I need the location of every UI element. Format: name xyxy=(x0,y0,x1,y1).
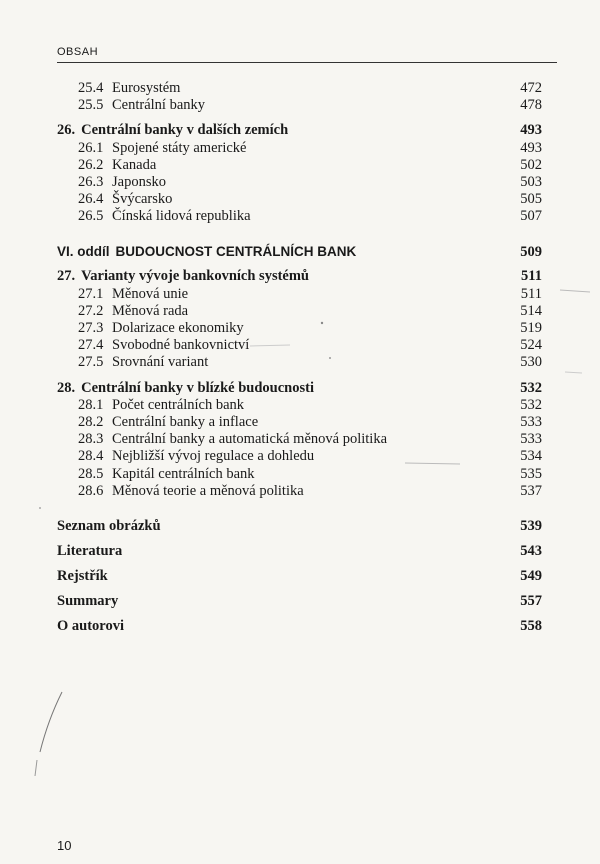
backmatter-title: Seznam obrázků xyxy=(57,518,161,534)
margin-mark xyxy=(560,290,590,292)
entry-number: 28.3 xyxy=(78,431,104,447)
part-title: BUDOUCNOST CENTRÁLNÍCH BANK xyxy=(115,244,357,259)
entry-number: 26.1 xyxy=(78,140,104,156)
entry-title: Srovnání variant xyxy=(112,354,209,370)
entry-number: 27.1 xyxy=(78,286,104,302)
backmatter-page: 539 xyxy=(520,518,542,534)
entry-number: 27.4 xyxy=(78,337,104,353)
chapter-title: Varianty vývoje bankovních systémů xyxy=(81,268,309,284)
backmatter-page: 549 xyxy=(520,568,542,584)
entry-number: 26.2 xyxy=(78,157,104,173)
chapter-page: 532 xyxy=(520,380,542,396)
backmatter-page: 557 xyxy=(520,593,542,609)
margin-mark xyxy=(405,463,460,464)
backmatter-title: Summary xyxy=(57,593,119,609)
entry-title: Kanada xyxy=(112,157,157,173)
speck xyxy=(329,357,331,359)
page-number: 10 xyxy=(57,838,72,853)
entry-page: 511 xyxy=(520,286,542,302)
entry-title: Měnová rada xyxy=(112,303,189,319)
pen-stroke xyxy=(35,760,37,776)
entry-page: 505 xyxy=(520,191,542,207)
backmatter-title: Literatura xyxy=(57,543,123,559)
entry-number: 28.4 xyxy=(78,448,104,464)
entry-page: 524 xyxy=(520,337,542,353)
entry-page: 493 xyxy=(520,140,542,156)
entry-title: Japonsko xyxy=(112,174,166,190)
entry-page: 472 xyxy=(520,80,542,96)
entry-number: 28.5 xyxy=(78,466,104,482)
running-header: OBSAH xyxy=(57,46,99,58)
entry-page: 532 xyxy=(520,397,542,413)
backmatter-page: 558 xyxy=(520,618,542,634)
entry-number: 27.2 xyxy=(78,303,104,319)
entry-title: Eurosystém xyxy=(112,80,181,96)
entry-page: 530 xyxy=(520,354,542,370)
entry-page: 535 xyxy=(520,466,542,482)
entry-title: Počet centrálních bank xyxy=(112,397,245,413)
entry-page: 478 xyxy=(520,97,542,113)
chapter-title: Centrální banky v blízké budoucnosti xyxy=(81,380,314,396)
entry-title: Centrální banky a automatická měnová politika xyxy=(112,431,388,447)
chapter-page: 493 xyxy=(520,122,542,138)
entry-page: 534 xyxy=(520,448,542,464)
entry-title: Kapitál centrálních bank xyxy=(112,466,255,482)
entry-title: Čínská lidová republika xyxy=(112,208,251,224)
speck xyxy=(321,322,323,324)
chapter-number: 26. xyxy=(57,122,76,138)
entry-page: 502 xyxy=(520,157,542,173)
chapter-number: 27. xyxy=(57,268,76,284)
backmatter-title: O autorovi xyxy=(57,618,124,634)
margin-mark xyxy=(565,372,582,373)
entry-title: Švýcarsko xyxy=(112,191,173,207)
entry-number: 25.5 xyxy=(78,97,104,113)
entry-page: 519 xyxy=(520,320,542,336)
entry-number: 28.2 xyxy=(78,414,104,430)
entry-number: 26.3 xyxy=(78,174,104,190)
entry-number: 28.1 xyxy=(78,397,104,413)
backmatter-title: Rejstřík xyxy=(57,568,108,584)
pen-stroke xyxy=(40,692,62,752)
entry-page: 533 xyxy=(520,431,542,447)
chapter-number: 28. xyxy=(57,380,76,396)
part-page: 509 xyxy=(520,244,542,260)
entry-title: Spojené státy americké xyxy=(112,140,247,156)
entry-page: 514 xyxy=(520,303,542,319)
entry-number: 27.3 xyxy=(78,320,104,336)
entry-number: 26.4 xyxy=(78,191,104,207)
entry-page: 507 xyxy=(520,208,542,224)
entry-number: 26.5 xyxy=(78,208,104,224)
entry-number: 28.6 xyxy=(78,483,104,499)
entry-page: 503 xyxy=(520,174,542,190)
backmatter-page: 543 xyxy=(520,543,542,559)
part-number: VI. oddíl xyxy=(57,244,110,259)
entry-page: 533 xyxy=(520,414,542,430)
entry-page: 537 xyxy=(520,483,542,499)
entry-title: Dolarizace ekonomiky xyxy=(112,320,244,336)
entry-title: Svobodné bankovnictví xyxy=(112,337,250,353)
chapter-page: 511 xyxy=(521,268,542,284)
entry-number: 27.5 xyxy=(78,354,104,370)
entry-number: 25.4 xyxy=(78,80,104,96)
chapter-title: Centrální banky v dalších zemích xyxy=(81,122,289,138)
entry-title: Nejbližší vývoj regulace a dohledu xyxy=(112,448,315,464)
speck xyxy=(39,507,41,509)
entry-title: Měnová unie xyxy=(112,286,189,302)
entry-title: Měnová teorie a měnová politika xyxy=(112,483,304,499)
entry-title: Centrální banky a inflace xyxy=(112,414,259,430)
entry-title: Centrální banky xyxy=(112,97,206,113)
margin-mark xyxy=(250,345,290,346)
